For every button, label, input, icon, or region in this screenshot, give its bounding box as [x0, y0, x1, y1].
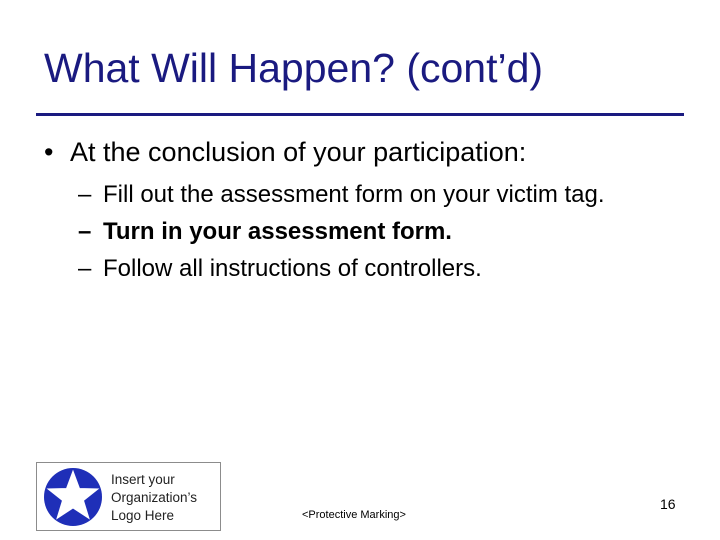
- logo-text-line: Insert your: [111, 472, 175, 487]
- slide-title: What Will Happen? (cont’d): [44, 45, 544, 91]
- logo-text-line: Organization’s: [111, 490, 198, 505]
- sub-bullet-text: Fill out the assessment form on your victim tag.: [103, 181, 605, 208]
- dash-symbol: –: [78, 218, 92, 245]
- bullet-text: At the conclusion of your participation:: [70, 137, 527, 167]
- dash-symbol: –: [78, 255, 92, 282]
- logo-placeholder: [36, 462, 221, 531]
- sub-bullet-text: Turn in your assessment form.: [103, 218, 452, 245]
- sub-bullet-item: [78, 250, 605, 287]
- logo-text-line: Logo Here: [111, 508, 175, 523]
- page-number: 16: [660, 496, 676, 512]
- main-bullet: [44, 134, 526, 170]
- sub-bullet-list: [78, 176, 605, 287]
- dash-symbol: –: [78, 181, 92, 208]
- sub-bullet-item: [78, 176, 605, 213]
- bullet-symbol: •: [44, 137, 54, 167]
- logo-text: [111, 471, 197, 525]
- title-divider: [36, 113, 684, 116]
- sub-bullet-item: [78, 213, 605, 250]
- protective-marking: <Protective Marking>: [302, 509, 406, 521]
- star-in-circle-icon: [41, 466, 105, 528]
- sub-bullet-text: Follow all instructions of controllers.: [103, 255, 482, 282]
